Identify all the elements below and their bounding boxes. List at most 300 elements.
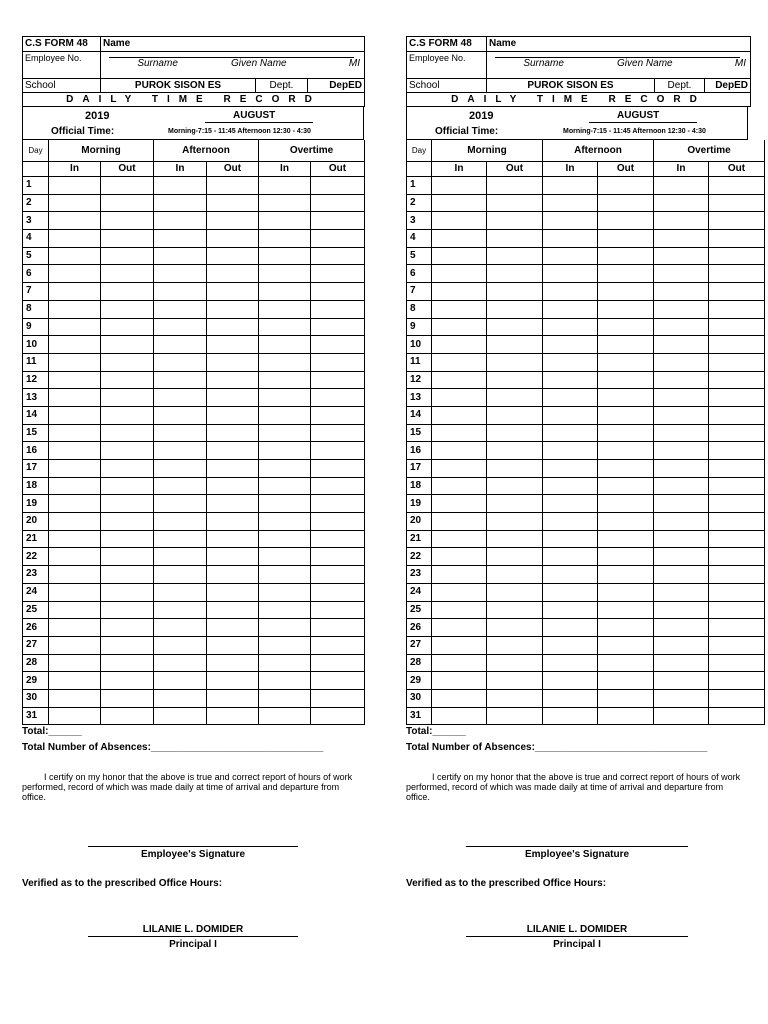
overtime-out-cell[interactable]: [311, 283, 365, 301]
overtime-in-cell[interactable]: [259, 707, 311, 725]
overtime-in-cell[interactable]: [654, 689, 709, 707]
morning-out-cell[interactable]: [487, 247, 543, 265]
afternoon-in-cell[interactable]: [154, 530, 207, 548]
afternoon-in-cell[interactable]: [154, 707, 207, 725]
overtime-in-cell[interactable]: [654, 177, 709, 195]
morning-in-cell[interactable]: [49, 442, 101, 460]
afternoon-in-cell[interactable]: [154, 406, 207, 424]
overtime-in-cell[interactable]: [654, 619, 709, 637]
morning-in-cell[interactable]: [49, 548, 101, 566]
afternoon-in-cell[interactable]: [154, 636, 207, 654]
afternoon-in-cell[interactable]: [154, 548, 207, 566]
afternoon-out-cell[interactable]: [598, 424, 654, 442]
afternoon-out-cell[interactable]: [207, 583, 259, 601]
morning-in-cell[interactable]: [49, 230, 101, 248]
overtime-in-cell[interactable]: [259, 636, 311, 654]
afternoon-out-cell[interactable]: [598, 583, 654, 601]
overtime-out-cell[interactable]: [311, 583, 365, 601]
morning-out-cell[interactable]: [487, 194, 543, 212]
morning-in-cell[interactable]: [49, 477, 101, 495]
overtime-out-cell[interactable]: [311, 636, 365, 654]
afternoon-out-cell[interactable]: [207, 636, 259, 654]
overtime-out-cell[interactable]: [311, 194, 365, 212]
afternoon-out-cell[interactable]: [207, 566, 259, 584]
overtime-in-cell[interactable]: [654, 548, 709, 566]
afternoon-in-cell[interactable]: [154, 389, 207, 407]
afternoon-out-cell[interactable]: [207, 548, 259, 566]
afternoon-in-cell[interactable]: [154, 477, 207, 495]
afternoon-in-cell[interactable]: [154, 300, 207, 318]
morning-out-cell[interactable]: [101, 212, 154, 230]
afternoon-out-cell[interactable]: [598, 336, 654, 354]
morning-out-cell[interactable]: [487, 283, 543, 301]
morning-out-cell[interactable]: [101, 495, 154, 513]
employee-signature-line[interactable]: Employee's Signature: [466, 846, 688, 860]
afternoon-in-cell[interactable]: [543, 689, 598, 707]
overtime-in-cell[interactable]: [259, 212, 311, 230]
afternoon-in-cell[interactable]: [154, 619, 207, 637]
overtime-out-cell[interactable]: [709, 194, 765, 212]
overtime-out-cell[interactable]: [311, 442, 365, 460]
afternoon-out-cell[interactable]: [207, 353, 259, 371]
afternoon-in-cell[interactable]: [543, 283, 598, 301]
overtime-in-cell[interactable]: [259, 230, 311, 248]
afternoon-in-cell[interactable]: [154, 672, 207, 690]
morning-out-cell[interactable]: [101, 583, 154, 601]
overtime-in-cell[interactable]: [654, 212, 709, 230]
morning-in-cell[interactable]: [432, 177, 487, 195]
overtime-in-cell[interactable]: [654, 371, 709, 389]
overtime-out-cell[interactable]: [709, 265, 765, 283]
afternoon-out-cell[interactable]: [207, 300, 259, 318]
morning-in-cell[interactable]: [49, 530, 101, 548]
afternoon-out-cell[interactable]: [207, 336, 259, 354]
overtime-out-cell[interactable]: [709, 495, 765, 513]
overtime-in-cell[interactable]: [654, 601, 709, 619]
afternoon-in-cell[interactable]: [543, 212, 598, 230]
afternoon-in-cell[interactable]: [154, 689, 207, 707]
overtime-out-cell[interactable]: [709, 707, 765, 725]
afternoon-out-cell[interactable]: [207, 194, 259, 212]
overtime-in-cell[interactable]: [654, 247, 709, 265]
overtime-out-cell[interactable]: [709, 353, 765, 371]
overtime-in-cell[interactable]: [259, 283, 311, 301]
morning-out-cell[interactable]: [101, 548, 154, 566]
afternoon-out-cell[interactable]: [598, 636, 654, 654]
overtime-in-cell[interactable]: [259, 442, 311, 460]
morning-out-cell[interactable]: [487, 406, 543, 424]
overtime-in-cell[interactable]: [259, 389, 311, 407]
morning-out-cell[interactable]: [101, 265, 154, 283]
afternoon-out-cell[interactable]: [598, 353, 654, 371]
overtime-in-cell[interactable]: [259, 336, 311, 354]
afternoon-out-cell[interactable]: [598, 566, 654, 584]
morning-in-cell[interactable]: [49, 336, 101, 354]
overtime-out-cell[interactable]: [709, 460, 765, 478]
overtime-out-cell[interactable]: [709, 371, 765, 389]
morning-out-cell[interactable]: [487, 177, 543, 195]
afternoon-in-cell[interactable]: [154, 371, 207, 389]
overtime-out-cell[interactable]: [311, 672, 365, 690]
overtime-out-cell[interactable]: [311, 424, 365, 442]
afternoon-out-cell[interactable]: [598, 672, 654, 690]
overtime-out-cell[interactable]: [311, 212, 365, 230]
morning-out-cell[interactable]: [487, 619, 543, 637]
overtime-in-cell[interactable]: [259, 300, 311, 318]
afternoon-in-cell[interactable]: [154, 654, 207, 672]
overtime-in-cell[interactable]: [654, 442, 709, 460]
morning-in-cell[interactable]: [432, 689, 487, 707]
overtime-in-cell[interactable]: [259, 689, 311, 707]
afternoon-out-cell[interactable]: [598, 495, 654, 513]
morning-in-cell[interactable]: [49, 318, 101, 336]
morning-in-cell[interactable]: [49, 283, 101, 301]
morning-out-cell[interactable]: [101, 371, 154, 389]
morning-out-cell[interactable]: [101, 300, 154, 318]
morning-out-cell[interactable]: [101, 513, 154, 531]
morning-in-cell[interactable]: [49, 177, 101, 195]
morning-out-cell[interactable]: [101, 566, 154, 584]
overtime-in-cell[interactable]: [259, 424, 311, 442]
morning-in-cell[interactable]: [49, 212, 101, 230]
morning-out-cell[interactable]: [487, 460, 543, 478]
morning-in-cell[interactable]: [49, 689, 101, 707]
morning-in-cell[interactable]: [49, 424, 101, 442]
overtime-in-cell[interactable]: [654, 460, 709, 478]
overtime-out-cell[interactable]: [709, 583, 765, 601]
overtime-out-cell[interactable]: [311, 265, 365, 283]
morning-in-cell[interactable]: [432, 300, 487, 318]
morning-in-cell[interactable]: [432, 707, 487, 725]
afternoon-out-cell[interactable]: [598, 460, 654, 478]
morning-out-cell[interactable]: [101, 530, 154, 548]
overtime-in-cell[interactable]: [259, 477, 311, 495]
afternoon-out-cell[interactable]: [598, 707, 654, 725]
overtime-out-cell[interactable]: [311, 247, 365, 265]
morning-in-cell[interactable]: [49, 194, 101, 212]
morning-out-cell[interactable]: [487, 265, 543, 283]
afternoon-out-cell[interactable]: [207, 477, 259, 495]
afternoon-in-cell[interactable]: [543, 336, 598, 354]
afternoon-out-cell[interactable]: [598, 619, 654, 637]
afternoon-in-cell[interactable]: [543, 548, 598, 566]
afternoon-out-cell[interactable]: [207, 530, 259, 548]
morning-in-cell[interactable]: [49, 654, 101, 672]
afternoon-out-cell[interactable]: [207, 601, 259, 619]
morning-in-cell[interactable]: [49, 300, 101, 318]
morning-out-cell[interactable]: [101, 247, 154, 265]
afternoon-in-cell[interactable]: [543, 353, 598, 371]
overtime-in-cell[interactable]: [654, 353, 709, 371]
overtime-in-cell[interactable]: [259, 318, 311, 336]
afternoon-out-cell[interactable]: [207, 283, 259, 301]
afternoon-out-cell[interactable]: [207, 513, 259, 531]
morning-in-cell[interactable]: [432, 548, 487, 566]
afternoon-out-cell[interactable]: [207, 212, 259, 230]
overtime-out-cell[interactable]: [709, 442, 765, 460]
morning-out-cell[interactable]: [101, 601, 154, 619]
overtime-in-cell[interactable]: [654, 265, 709, 283]
afternoon-in-cell[interactable]: [154, 318, 207, 336]
overtime-in-cell[interactable]: [259, 583, 311, 601]
afternoon-out-cell[interactable]: [598, 247, 654, 265]
afternoon-out-cell[interactable]: [598, 689, 654, 707]
overtime-out-cell[interactable]: [311, 406, 365, 424]
morning-in-cell[interactable]: [432, 530, 487, 548]
overtime-in-cell[interactable]: [654, 530, 709, 548]
afternoon-in-cell[interactable]: [543, 654, 598, 672]
afternoon-out-cell[interactable]: [207, 318, 259, 336]
afternoon-in-cell[interactable]: [543, 460, 598, 478]
morning-out-cell[interactable]: [101, 672, 154, 690]
overtime-out-cell[interactable]: [311, 566, 365, 584]
overtime-out-cell[interactable]: [311, 513, 365, 531]
overtime-out-cell[interactable]: [709, 283, 765, 301]
morning-out-cell[interactable]: [487, 707, 543, 725]
overtime-out-cell[interactable]: [709, 212, 765, 230]
overtime-in-cell[interactable]: [259, 601, 311, 619]
morning-out-cell[interactable]: [487, 689, 543, 707]
overtime-in-cell[interactable]: [654, 636, 709, 654]
afternoon-in-cell[interactable]: [154, 247, 207, 265]
overtime-in-cell[interactable]: [259, 406, 311, 424]
morning-in-cell[interactable]: [432, 194, 487, 212]
morning-in-cell[interactable]: [432, 513, 487, 531]
morning-in-cell[interactable]: [49, 406, 101, 424]
afternoon-out-cell[interactable]: [598, 177, 654, 195]
overtime-out-cell[interactable]: [709, 513, 765, 531]
morning-out-cell[interactable]: [101, 477, 154, 495]
overtime-in-cell[interactable]: [259, 548, 311, 566]
overtime-in-cell[interactable]: [654, 406, 709, 424]
morning-in-cell[interactable]: [432, 619, 487, 637]
morning-in-cell[interactable]: [432, 406, 487, 424]
afternoon-in-cell[interactable]: [543, 566, 598, 584]
afternoon-in-cell[interactable]: [154, 283, 207, 301]
overtime-out-cell[interactable]: [709, 689, 765, 707]
overtime-out-cell[interactable]: [709, 477, 765, 495]
afternoon-in-cell[interactable]: [154, 513, 207, 531]
afternoon-in-cell[interactable]: [154, 177, 207, 195]
afternoon-in-cell[interactable]: [154, 460, 207, 478]
morning-out-cell[interactable]: [487, 672, 543, 690]
afternoon-out-cell[interactable]: [598, 300, 654, 318]
overtime-out-cell[interactable]: [709, 318, 765, 336]
afternoon-in-cell[interactable]: [154, 336, 207, 354]
afternoon-out-cell[interactable]: [207, 460, 259, 478]
overtime-in-cell[interactable]: [654, 336, 709, 354]
morning-out-cell[interactable]: [487, 583, 543, 601]
overtime-out-cell[interactable]: [709, 424, 765, 442]
morning-out-cell[interactable]: [101, 283, 154, 301]
morning-out-cell[interactable]: [101, 460, 154, 478]
overtime-out-cell[interactable]: [709, 548, 765, 566]
morning-out-cell[interactable]: [101, 389, 154, 407]
overtime-out-cell[interactable]: [311, 548, 365, 566]
morning-out-cell[interactable]: [487, 389, 543, 407]
afternoon-in-cell[interactable]: [543, 406, 598, 424]
morning-in-cell[interactable]: [49, 619, 101, 637]
afternoon-out-cell[interactable]: [598, 442, 654, 460]
overtime-in-cell[interactable]: [654, 495, 709, 513]
afternoon-out-cell[interactable]: [598, 406, 654, 424]
afternoon-in-cell[interactable]: [543, 707, 598, 725]
afternoon-out-cell[interactable]: [598, 212, 654, 230]
afternoon-out-cell[interactable]: [598, 389, 654, 407]
overtime-out-cell[interactable]: [311, 689, 365, 707]
afternoon-in-cell[interactable]: [154, 353, 207, 371]
afternoon-out-cell[interactable]: [207, 389, 259, 407]
overtime-out-cell[interactable]: [709, 300, 765, 318]
overtime-out-cell[interactable]: [709, 619, 765, 637]
morning-in-cell[interactable]: [432, 583, 487, 601]
overtime-out-cell[interactable]: [709, 406, 765, 424]
overtime-in-cell[interactable]: [259, 247, 311, 265]
afternoon-in-cell[interactable]: [154, 230, 207, 248]
afternoon-in-cell[interactable]: [154, 194, 207, 212]
morning-in-cell[interactable]: [49, 636, 101, 654]
overtime-out-cell[interactable]: [709, 654, 765, 672]
morning-out-cell[interactable]: [101, 318, 154, 336]
afternoon-in-cell[interactable]: [154, 566, 207, 584]
afternoon-out-cell[interactable]: [207, 654, 259, 672]
overtime-in-cell[interactable]: [654, 389, 709, 407]
morning-out-cell[interactable]: [101, 177, 154, 195]
afternoon-in-cell[interactable]: [154, 495, 207, 513]
afternoon-in-cell[interactable]: [543, 300, 598, 318]
morning-out-cell[interactable]: [487, 336, 543, 354]
overtime-out-cell[interactable]: [709, 636, 765, 654]
afternoon-out-cell[interactable]: [598, 601, 654, 619]
afternoon-in-cell[interactable]: [543, 583, 598, 601]
morning-in-cell[interactable]: [49, 265, 101, 283]
afternoon-in-cell[interactable]: [543, 265, 598, 283]
overtime-in-cell[interactable]: [259, 177, 311, 195]
overtime-in-cell[interactable]: [654, 707, 709, 725]
morning-out-cell[interactable]: [487, 601, 543, 619]
afternoon-in-cell[interactable]: [543, 177, 598, 195]
employee-signature-line[interactable]: Employee's Signature: [88, 846, 298, 860]
afternoon-out-cell[interactable]: [207, 442, 259, 460]
morning-in-cell[interactable]: [49, 707, 101, 725]
morning-out-cell[interactable]: [101, 707, 154, 725]
morning-out-cell[interactable]: [101, 442, 154, 460]
overtime-out-cell[interactable]: [709, 530, 765, 548]
morning-in-cell[interactable]: [49, 566, 101, 584]
overtime-out-cell[interactable]: [311, 371, 365, 389]
overtime-in-cell[interactable]: [654, 424, 709, 442]
afternoon-in-cell[interactable]: [543, 247, 598, 265]
overtime-out-cell[interactable]: [709, 177, 765, 195]
afternoon-out-cell[interactable]: [207, 689, 259, 707]
afternoon-in-cell[interactable]: [543, 477, 598, 495]
morning-in-cell[interactable]: [432, 424, 487, 442]
morning-out-cell[interactable]: [487, 300, 543, 318]
morning-in-cell[interactable]: [49, 247, 101, 265]
afternoon-out-cell[interactable]: [207, 177, 259, 195]
overtime-in-cell[interactable]: [259, 530, 311, 548]
overtime-out-cell[interactable]: [311, 619, 365, 637]
overtime-in-cell[interactable]: [259, 654, 311, 672]
morning-out-cell[interactable]: [487, 513, 543, 531]
overtime-in-cell[interactable]: [654, 654, 709, 672]
morning-in-cell[interactable]: [432, 442, 487, 460]
morning-out-cell[interactable]: [487, 654, 543, 672]
overtime-in-cell[interactable]: [654, 194, 709, 212]
morning-in-cell[interactable]: [432, 477, 487, 495]
morning-out-cell[interactable]: [487, 353, 543, 371]
morning-in-cell[interactable]: [49, 672, 101, 690]
afternoon-out-cell[interactable]: [207, 495, 259, 513]
overtime-in-cell[interactable]: [654, 230, 709, 248]
morning-out-cell[interactable]: [487, 212, 543, 230]
morning-in-cell[interactable]: [432, 389, 487, 407]
morning-in-cell[interactable]: [49, 513, 101, 531]
overtime-in-cell[interactable]: [654, 477, 709, 495]
afternoon-out-cell[interactable]: [598, 477, 654, 495]
overtime-out-cell[interactable]: [311, 707, 365, 725]
afternoon-in-cell[interactable]: [543, 318, 598, 336]
morning-in-cell[interactable]: [432, 672, 487, 690]
overtime-in-cell[interactable]: [259, 353, 311, 371]
afternoon-in-cell[interactable]: [154, 442, 207, 460]
afternoon-out-cell[interactable]: [207, 619, 259, 637]
overtime-out-cell[interactable]: [311, 318, 365, 336]
afternoon-out-cell[interactable]: [598, 654, 654, 672]
morning-in-cell[interactable]: [432, 212, 487, 230]
overtime-out-cell[interactable]: [709, 566, 765, 584]
morning-out-cell[interactable]: [101, 636, 154, 654]
morning-in-cell[interactable]: [432, 230, 487, 248]
afternoon-in-cell[interactable]: [543, 442, 598, 460]
morning-in-cell[interactable]: [49, 353, 101, 371]
afternoon-out-cell[interactable]: [598, 318, 654, 336]
afternoon-out-cell[interactable]: [207, 424, 259, 442]
morning-out-cell[interactable]: [487, 636, 543, 654]
morning-in-cell[interactable]: [432, 460, 487, 478]
overtime-in-cell[interactable]: [259, 566, 311, 584]
morning-out-cell[interactable]: [487, 548, 543, 566]
afternoon-out-cell[interactable]: [207, 247, 259, 265]
overtime-out-cell[interactable]: [311, 477, 365, 495]
morning-in-cell[interactable]: [432, 318, 487, 336]
morning-out-cell[interactable]: [101, 336, 154, 354]
overtime-in-cell[interactable]: [654, 672, 709, 690]
afternoon-out-cell[interactable]: [207, 406, 259, 424]
overtime-out-cell[interactable]: [311, 336, 365, 354]
morning-in-cell[interactable]: [432, 601, 487, 619]
overtime-in-cell[interactable]: [259, 495, 311, 513]
afternoon-in-cell[interactable]: [543, 424, 598, 442]
afternoon-out-cell[interactable]: [598, 513, 654, 531]
morning-out-cell[interactable]: [101, 619, 154, 637]
afternoon-in-cell[interactable]: [543, 230, 598, 248]
overtime-in-cell[interactable]: [259, 194, 311, 212]
afternoon-in-cell[interactable]: [154, 265, 207, 283]
afternoon-out-cell[interactable]: [207, 371, 259, 389]
morning-in-cell[interactable]: [49, 495, 101, 513]
overtime-in-cell[interactable]: [654, 513, 709, 531]
overtime-in-cell[interactable]: [259, 265, 311, 283]
morning-in-cell[interactable]: [432, 283, 487, 301]
overtime-in-cell[interactable]: [654, 300, 709, 318]
afternoon-in-cell[interactable]: [154, 424, 207, 442]
morning-out-cell[interactable]: [487, 495, 543, 513]
overtime-out-cell[interactable]: [709, 672, 765, 690]
afternoon-in-cell[interactable]: [543, 389, 598, 407]
name-field[interactable]: [101, 52, 365, 79]
afternoon-in-cell[interactable]: [543, 672, 598, 690]
